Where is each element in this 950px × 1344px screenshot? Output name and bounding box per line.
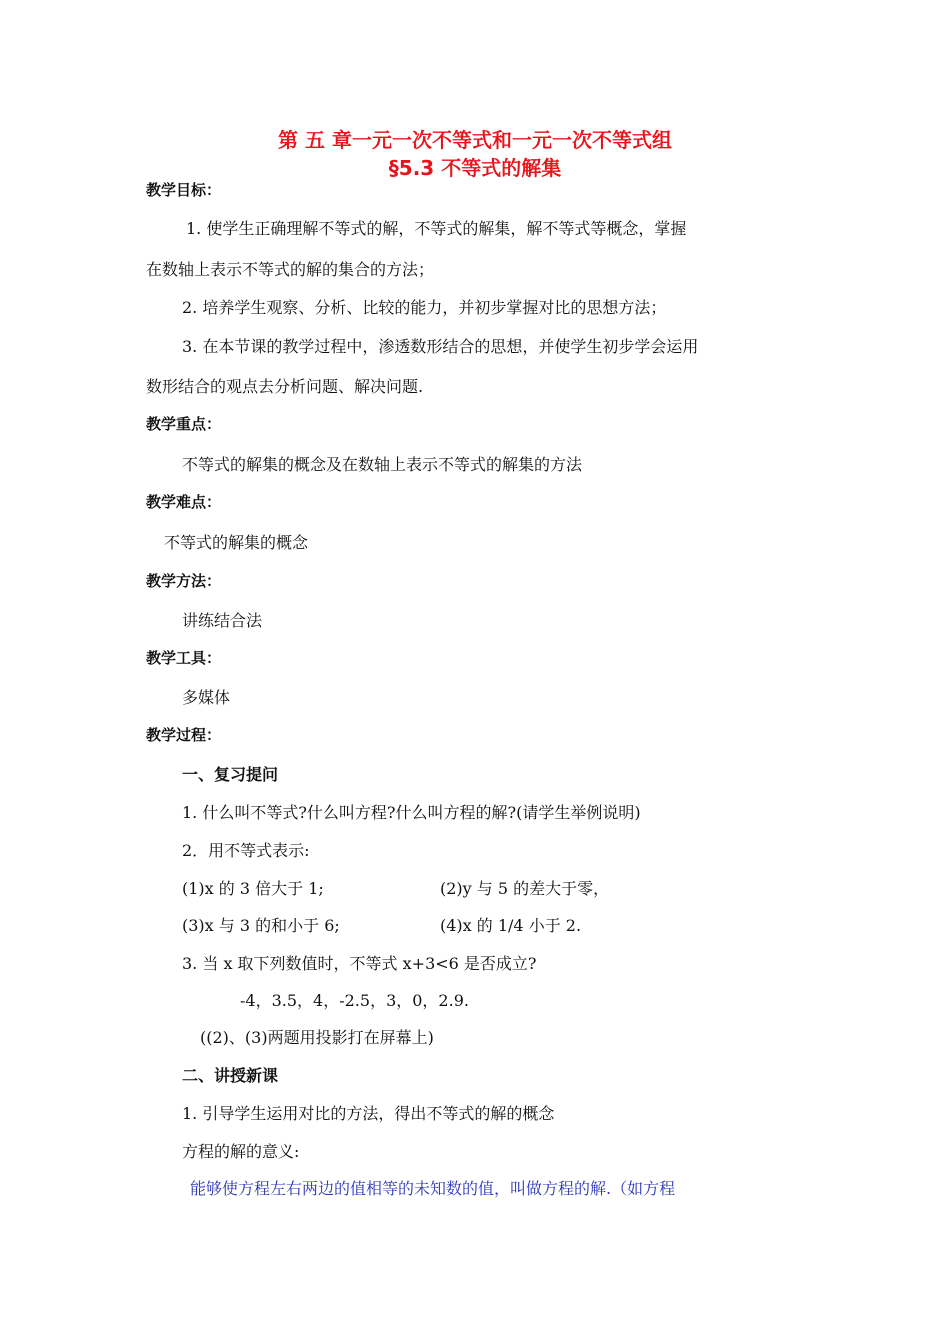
difficulties-text: 不等式的解集的概念 <box>164 533 309 552</box>
objective-1-line-2: 在数轴上表示不等式的解的集合的方法； <box>146 260 435 279</box>
review-question-3-values: -4，3.5，4，-2.5，3，0，2.9. <box>240 991 469 1010</box>
review-question-3: 3. 当 x 取下列数值时，不等式 x+3<6 是否成立? <box>182 954 537 973</box>
key-points-text: 不等式的解集的概念及在数轴上表示不等式的解集的方法 <box>182 455 583 474</box>
review-question-2d: (4)x 的 1/4 小于 2. <box>440 916 582 935</box>
method-heading: 教学方法： <box>146 572 222 590</box>
tools-heading: 教学工具： <box>146 649 222 667</box>
objective-3-line-2: 数形结合的观点去分析问题、解决问题. <box>146 377 424 396</box>
review-question-2: 2．用不等式表示: <box>182 841 310 860</box>
review-question-2b: (2)y 与 5 的差大于零， <box>440 879 610 898</box>
objective-1-line-1: 1. 使学生正确理解不等式的解，不等式的解集，解不等式等概念，掌握 <box>186 219 687 238</box>
chapter-title: 第 五 章一元一次不等式和一元一次不等式组 <box>278 128 672 152</box>
equation-solution-definition: 能够使方程左右两边的值相等的未知数的值，叫做方程的解.（如方程 <box>190 1179 676 1198</box>
equation-solution-meaning: 方程的解的意义: <box>182 1142 300 1161</box>
review-note: ((2)、(3)两题用投影打在屏幕上) <box>200 1028 434 1047</box>
new-lesson-section-title: 二、讲授新课 <box>182 1066 279 1085</box>
method-text: 讲练结合法 <box>182 611 263 630</box>
difficulties-heading: 教学难点： <box>146 493 222 511</box>
objective-2: 2. 培养学生观察、分析、比较的能力，并初步掌握对比的思想方法； <box>182 298 667 317</box>
objectives-heading: 教学目标： <box>146 181 222 199</box>
new-lesson-point-1: 1. 引导学生运用对比的方法，得出不等式的解的概念 <box>182 1104 555 1123</box>
key-points-heading: 教学重点： <box>146 415 222 433</box>
review-question-2a: (1)x 的 3 倍大于 1; <box>182 879 324 898</box>
objective-3-line-1: 3. 在本节课的教学过程中，渗透数形结合的思想，并使学生初步学会运用 <box>182 337 699 356</box>
review-section-title: 一、复习提问 <box>182 765 279 784</box>
section-title: §5.3 不等式的解集 <box>388 156 562 180</box>
tools-text: 多媒体 <box>182 688 231 707</box>
review-question-1: 1. 什么叫不等式?什么叫方程?什么叫方程的解?(请学生举例说明) <box>182 803 641 822</box>
review-question-2c: (3)x 与 3 的和小于 6; <box>182 916 340 935</box>
process-heading: 教学过程： <box>146 726 222 744</box>
